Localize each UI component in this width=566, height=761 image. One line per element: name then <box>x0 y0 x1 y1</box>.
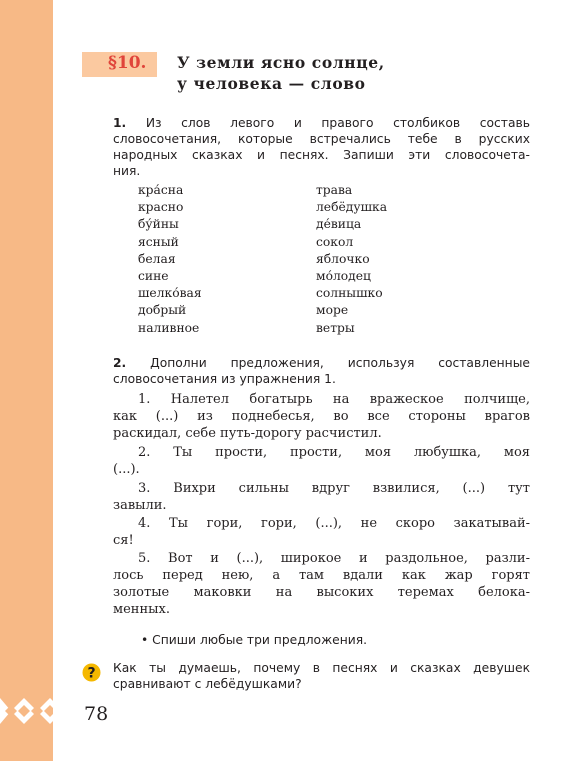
text-line: 2. Дополни предложения, используя составленные <box>113 356 530 370</box>
text-line: словосочетания, которые встречались тебе в русских <box>113 132 530 146</box>
text-line: сравнивают с лебёдушками? <box>113 677 302 691</box>
sentence-line: лось перед нею, а там вдали как жар горят <box>113 568 530 583</box>
sentence-line: 4. Ты гори, гори, (...), не скоро закатывай- <box>138 516 530 531</box>
text-line: ния. <box>113 164 141 178</box>
sentence-line: 5. Вот и (...), широкое и раздольное, разли- <box>138 551 530 566</box>
ornament-icon <box>0 697 53 725</box>
text-line: народных сказках и песнях. Запиши эти словосочета- <box>113 148 530 162</box>
title-line-2: у человека — слово <box>177 74 366 93</box>
word-item: яблочко <box>316 251 370 266</box>
sentence-4 <box>113 515 530 549</box>
word-item: солнышко <box>316 286 383 301</box>
word-list-right <box>316 182 387 337</box>
word-item: сине <box>138 269 169 284</box>
sentence-line: 3. Вихри сильны вдруг взвилися, (...) тут <box>138 481 530 496</box>
word-item: кра́сна <box>138 183 184 197</box>
sentence-line: завыли. <box>113 498 167 513</box>
sentence-line: как (...) из поднебесья, во все стороны врагов <box>113 409 530 424</box>
word-item: красно <box>138 200 184 215</box>
title-line-1: У земли ясно солнце, <box>177 53 385 72</box>
page-margin-strip <box>0 0 53 761</box>
page-number: 78 <box>84 703 109 725</box>
sentence-line: золотые маковки на высоких теремах белока- <box>113 585 530 600</box>
word-item: добрый <box>138 303 187 318</box>
sentence-line: ся! <box>113 533 134 548</box>
task-bullet: • Спиши любые три предложения. <box>141 633 368 647</box>
text-line: 1. Из слов левого и правого столбиков составь <box>113 116 530 130</box>
word-list-left <box>138 182 202 337</box>
word-item: де́вица <box>316 217 362 232</box>
question-text <box>113 660 530 692</box>
exercise-2-text <box>113 355 530 387</box>
word-item: наливное <box>138 320 200 335</box>
sentence-line: менных. <box>113 602 170 617</box>
exercise-2-number: 2. <box>113 356 127 370</box>
word-item: ветры <box>316 320 355 335</box>
word-item: ясный <box>138 234 179 249</box>
section-title <box>177 52 385 94</box>
word-item: лебёдушка <box>316 200 388 215</box>
text-line: словосочетания из упражнения 1. <box>113 372 336 386</box>
sentence-5 <box>113 550 530 618</box>
sentence-line: (...). <box>113 462 140 477</box>
word-item: шелко́вая <box>138 286 202 301</box>
sentence-line: 1. Налетел богатырь на вражеское полчище, <box>138 392 530 407</box>
text-line: Как ты думаешь, почему в песнях и сказках девушек <box>113 661 530 675</box>
word-item: мо́лодец <box>316 269 371 284</box>
exercise-1-text <box>113 115 530 179</box>
word-item: сокол <box>316 234 354 249</box>
sentence-line: 2. Ты прости, прости, моя любушка, моя <box>138 445 530 460</box>
sentence-2 <box>113 444 530 478</box>
sentence-3 <box>113 480 530 514</box>
sentence-line: раскидал, себе путь-дорогу расчистил. <box>113 426 382 441</box>
word-item: море <box>316 303 349 318</box>
question-icon <box>82 663 101 682</box>
word-item: бу́йны <box>138 217 179 232</box>
section-number: §10. <box>108 53 147 73</box>
svg-text:?: ? <box>87 665 96 682</box>
word-item: белая <box>138 251 176 266</box>
sentence-1 <box>113 391 530 442</box>
word-item: трава <box>316 183 353 197</box>
exercise-1-number: 1. <box>113 116 127 130</box>
